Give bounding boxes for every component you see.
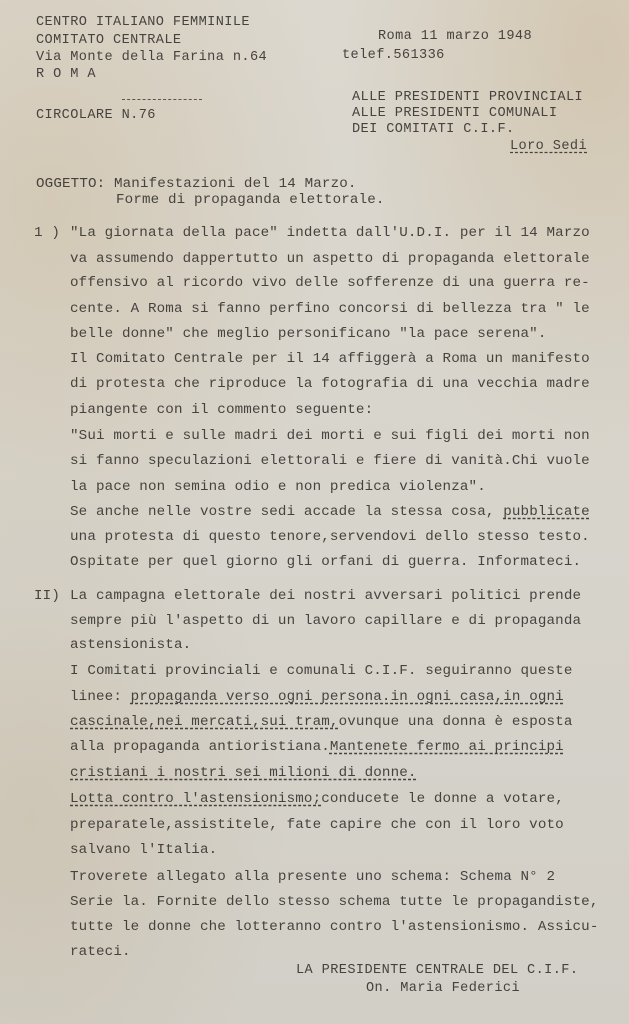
- recipient-line-4: Loro Sedi: [510, 139, 588, 154]
- section-1-line: va assumendo dappertutto un aspetto di propaganda elettorale: [70, 251, 590, 267]
- section-1-line: cente. A Roma si fanno perfino concorsi di bellezza tra " le: [70, 301, 590, 317]
- section-2-underlined-text: propaganda verso ogni persona.in ogni casa,in ogni: [130, 689, 564, 705]
- section-2-line: tutte le donne che lotteranno contro l'astensionismo. Assicu-: [70, 919, 599, 935]
- section-1-line: [70, 503, 590, 521]
- recipient-line-3: DEI COMITATI C.I.F.: [352, 122, 515, 137]
- section-2-line: [70, 738, 564, 756]
- section-1-line: belle donne" che meglio personificano "la pace serena".: [70, 326, 547, 342]
- letterhead-address: Via Monte della Farina n.64: [36, 50, 268, 65]
- section-1-line: "Sui morti e sulle madri dei morti e sui figli dei morti non: [70, 428, 590, 444]
- section-2-line: [70, 713, 573, 731]
- section-1-line: la pace non semina odio e non predica violenza".: [70, 479, 486, 495]
- section-2-marker: II): [34, 588, 60, 604]
- section-1-line: di protesta che riproduce la fotografia di una vecchia madre: [70, 376, 590, 392]
- section-1-line: piangente con il commento seguente:: [70, 402, 374, 418]
- section-1-marker: 1 ): [34, 225, 60, 241]
- section-1-line: si fanno speculazioni elettorali e fiere di vanità.Chi vuole: [70, 453, 590, 469]
- section-2-line: salvano l'Italia.: [70, 842, 218, 858]
- letterhead-committee: COMITATO CENTRALE: [36, 33, 182, 48]
- section-2-line: astensionista.: [70, 637, 192, 653]
- section-2-text: conducete le donne a votare,: [321, 791, 564, 807]
- document-date: Roma 11 marzo 1948: [378, 29, 533, 44]
- recipient-line-2: ALLE PRESIDENTI COMUNALI: [352, 106, 558, 121]
- section-1-line: "La giornata della pace" indetta dall'U.D.I. per il 14 Marzo: [70, 225, 590, 241]
- section-2-line: [70, 688, 564, 706]
- section-2-line: Troverete allegato alla presente uno schema: Schema N° 2: [70, 869, 556, 885]
- letterhead-city: R O M A: [36, 67, 96, 82]
- section-2-line: preparatele,assistitele, fate capire che con il loro voto: [70, 817, 564, 833]
- section-1-line: Ospitate per quel giorno gli orfani di guerra. Informateci.: [70, 554, 582, 570]
- section-1-line: offensivo al ricordo vivo delle sofferenze di una guerra re-: [70, 275, 590, 291]
- letterhead-org-name: CENTRO ITALIANO FEMMINILE: [36, 15, 250, 30]
- section-2-underlined-text: cascinale,nei mercati,sui tram,: [70, 714, 339, 730]
- section-1-text: Se anche nelle vostre sedi accade la stessa cosa,: [70, 504, 504, 520]
- section-1-line: una protesta di questo tenore,servendovi dello stesso testo.: [70, 529, 590, 545]
- section-2-text: linee:: [70, 689, 131, 705]
- section-2-underlined-text: Mantenete fermo ai principi: [329, 739, 564, 755]
- section-1-line: Il Comitato Centrale per il 14 affiggerà a Roma un manifesto: [70, 351, 590, 367]
- signature-name: On. Maria Federici: [366, 981, 521, 996]
- section-2-line: La campagna elettorale dei nostri avversari politici prende: [70, 588, 582, 604]
- section-2-line: Serie la. Fornite dello stesso schema tutte le propagandiste,: [70, 894, 599, 910]
- section-2-text: alla propaganda antioristiana.: [70, 739, 330, 755]
- circular-number: CIRCOLARE N.76: [36, 108, 156, 123]
- section-2-line: I Comitati provinciali e comunali C.I.F. seguiranno queste: [70, 663, 573, 679]
- header-divider: [122, 99, 202, 100]
- signature-title: LA PRESIDENTE CENTRALE DEL C.I.F.: [296, 963, 579, 978]
- section-2-line: rateci.: [70, 944, 131, 960]
- section-2-text: ovunque una donna è esposta: [338, 714, 573, 730]
- subject-line-1: OGGETTO: Manifestazioni del 14 Marzo.: [36, 176, 357, 192]
- phone-number: telef.561336: [342, 48, 445, 63]
- recipient-line-1: ALLE PRESIDENTI PROVINCIALI: [352, 90, 584, 105]
- section-2-underlined-text: Lotta contro l'astensionismo;: [70, 791, 322, 807]
- section-1-underlined-text: pubblicate: [503, 504, 590, 520]
- section-2-line: sempre più l'aspetto di un lavoro capillare e di propaganda: [70, 613, 582, 629]
- subject-line-2: Forme di propaganda elettorale.: [116, 192, 385, 208]
- section-2-line: cristiani i nostri sei milioni di donne.: [70, 765, 417, 781]
- section-2-line: [70, 790, 564, 808]
